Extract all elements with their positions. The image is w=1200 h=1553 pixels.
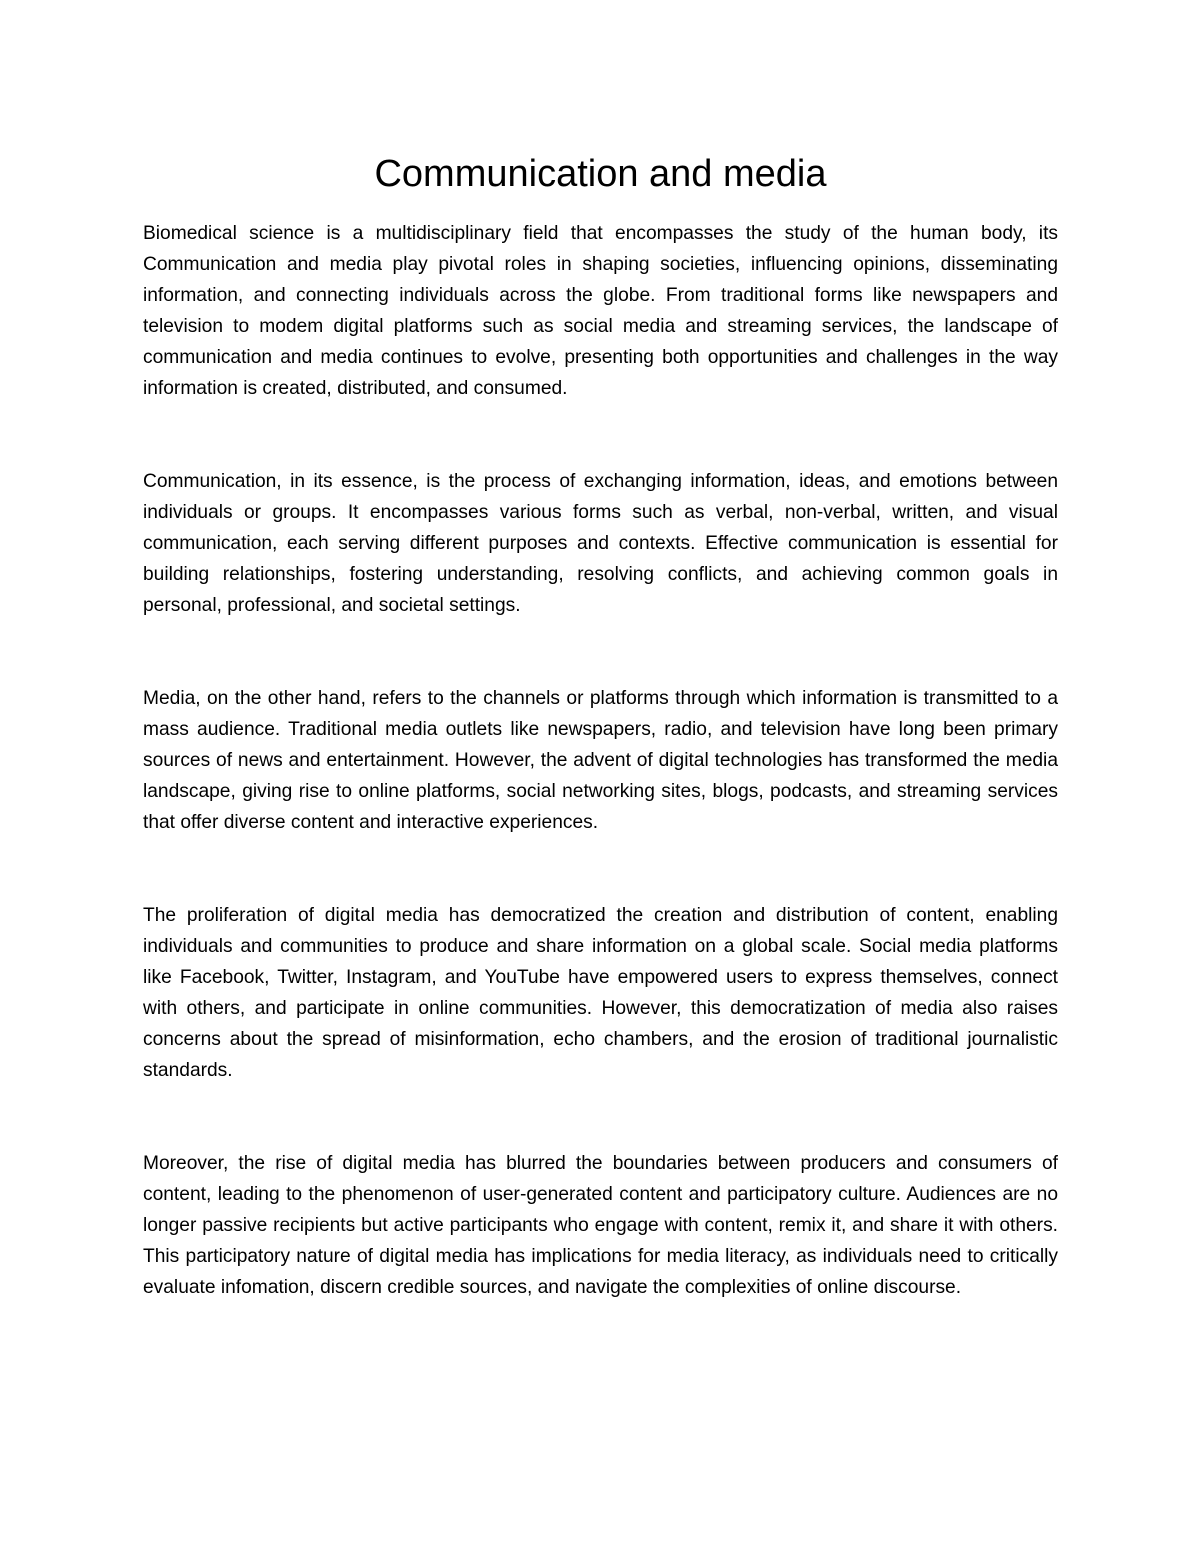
document-page — [143, 150, 1058, 1365]
paragraph-2: Communication, in its essence, is the process of exchanging information, ideas, and emotions between individuals or groups. It encompasses various forms such as verbal, non-verbal, written, and visual communication, each serving different purposes and contexts. Effective communication is essential for building relationships, fostering understanding, resolving conflicts, and achieving common goals in personal, professional, and societal settings. — [143, 471, 1058, 616]
paragraph-4: The proliferation of digital media has democratized the creation and distribution of content, enabling individuals and communities to produce and share information on a global scale. Social media platforms like Facebook, Twitter, Instagram, and YouTube have empowered users to express themselves, connect with others, and participate in online communities. However, this democratization of media also raises concerns about the spread of misinformation, echo chambers, and the erosion of traditional journalistic standards. — [143, 905, 1058, 1081]
paragraph-3: Media, on the other hand, refers to the channels or platforms through which information is transmitted to a mass audience. Traditional media outlets like newspapers, radio, and television have long been primary sources of news and entertainment. However, the advent of digital technologies has transformed the media landscape, giving rise to online platforms, social networking sites, blogs, podcasts, and streaming services that offer diverse content and interactive experiences. — [143, 688, 1058, 833]
document-title: Communication and media — [374, 153, 827, 195]
paragraph-1: Biomedical science is a multidisciplinary field that encompasses the study of the human body, its Communication and media play pivotal roles in shaping societies, influencing opinions, disseminating information, and connecting individuals across the globe. From traditional forms like newspapers and television to modem digital platforms such as social media and streaming services, the landscape of communication and media continues to evolve, presenting both opportunities and challenges in the way information is created, distributed, and consumed. — [143, 223, 1058, 399]
paragraph-5: Moreover, the rise of digital media has blurred the boundaries between producers and consumers of content, leading to the phenomenon of user-generated content and participatory culture. Audiences are no longer passive recipients but active participants who engage with content, remix it, and share it with others. This participatory nature of digital media has implications for media literacy, as individuals need to critically evaluate infomation, discern credible sources, and navigate the complexities of online discourse. — [143, 1153, 1058, 1298]
